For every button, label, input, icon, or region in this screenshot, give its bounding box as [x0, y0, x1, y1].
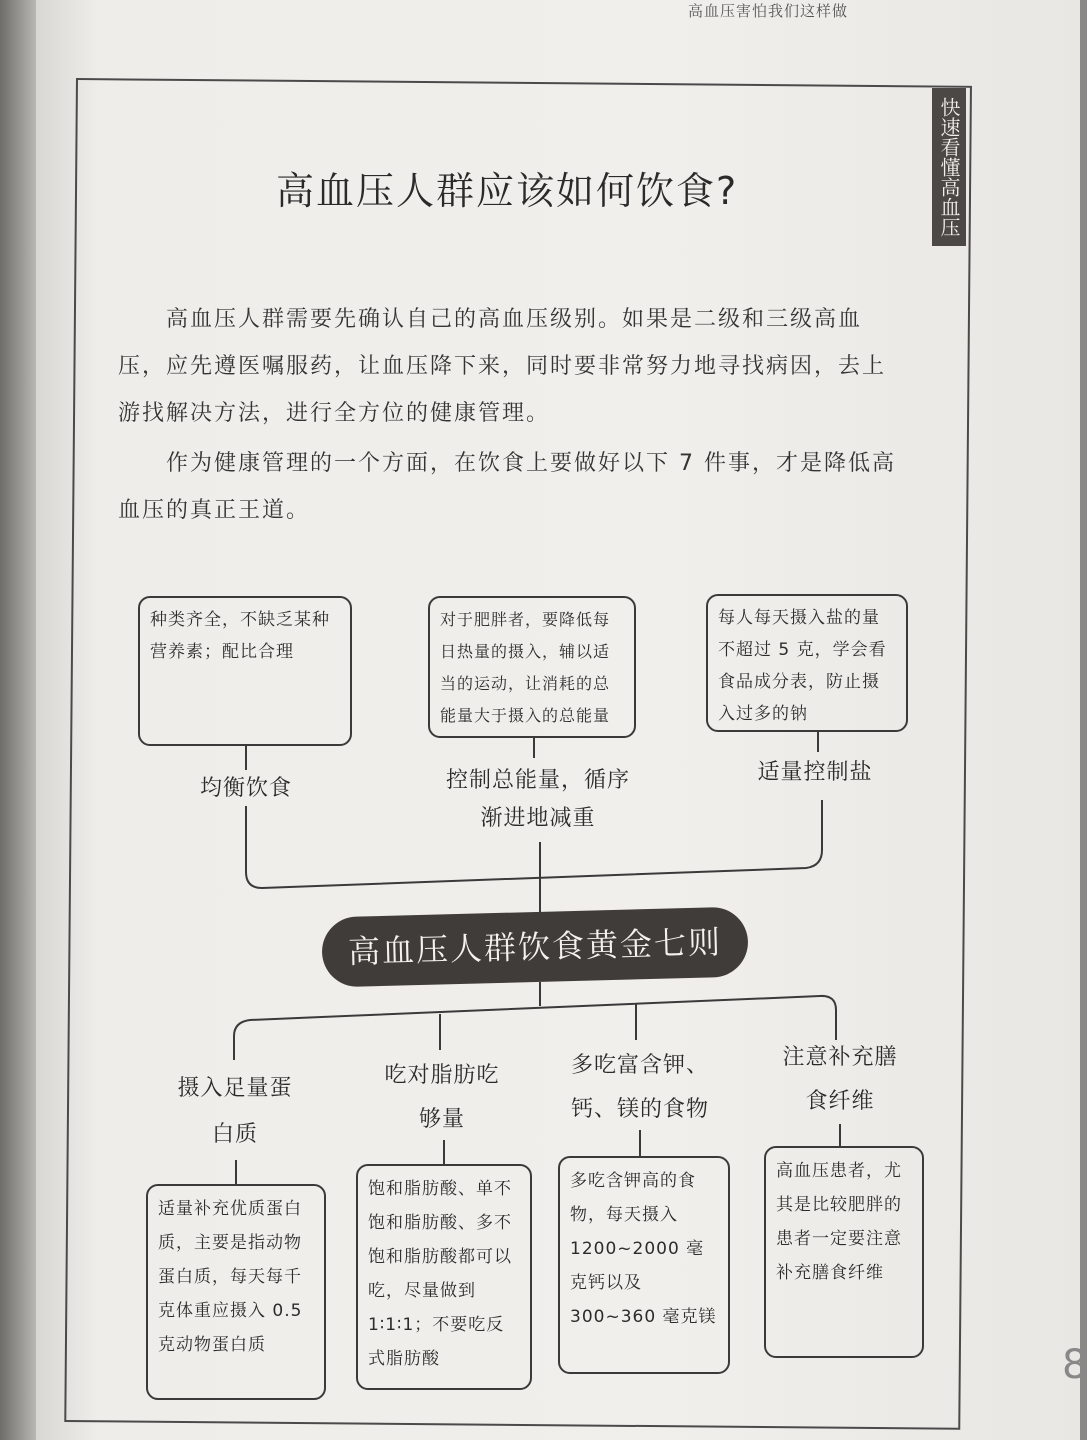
page-number: 8 — [1062, 1342, 1087, 1388]
side-tab: 快速看懂高血压 — [932, 88, 966, 246]
desc-box-control-energy: 对于肥胖者，要降低每日热量的摄入，辅以适当的运动，让消耗的总能量大于摄入的总能量 — [428, 596, 636, 738]
label-control-energy: 控制总能量，循序渐进地减重 — [445, 768, 630, 831]
desc-box-minerals: 多吃含钾高的食物，每天摄入 1200~2000 毫克钙以及 300~360 毫克镁 — [558, 1156, 730, 1374]
paragraph-2: 作为健康管理的一个方面，在饮食上要做好以下 7 件事，才是降低高血压的真正王道。 — [118, 451, 896, 523]
label-control-salt: 适量控制盐 — [757, 760, 873, 785]
label-fiber: 注意补充膳食纤维 — [782, 1045, 898, 1114]
center-title: 高血压人群饮食黄金七则 — [321, 906, 749, 987]
label-protein: 摄入足量蛋白质 — [177, 1076, 293, 1147]
label-balanced-diet: 均衡饮食 — [199, 776, 292, 801]
page-title: 高血压人群应该如何饮食? — [276, 169, 739, 213]
label-minerals: 多吃富含钾、钙、镁的食物 — [570, 1053, 709, 1122]
paragraph-1: 高血压人群需要先确认自己的高血压级别。如果是二级和三级高血压，应先遵医嘱服药，让血压降下来，同时要非常努力地寻找病因，去上游找解决方法，进行全方位的健康管理。 — [118, 307, 887, 426]
desc-box-balanced-diet: 种类齐全，不缺乏某种营养素；配比合理 — [138, 596, 352, 746]
desc-box-protein: 适量补充优质蛋白质，主要是指动物蛋白质，每天每千克体重应摄入 0.5 克动物蛋白质 — [146, 1184, 326, 1400]
desc-box-fat: 饱和脂肪酸、单不饱和脂肪酸、多不饱和脂肪酸都可以吃，尽量做到 1∶1∶1；不要吃反式脂肪酸 — [356, 1164, 532, 1390]
desc-box-fiber: 高血压患者，尤其是比较肥胖的患者一定要注意补充膳食纤维 — [764, 1146, 924, 1358]
running-head: 高血压害怕我们这样做 — [688, 2, 849, 20]
desc-box-control-salt: 每人每天摄入盐的量不超过 5 克，学会看食品成分表，防止摄入过多的钠 — [706, 594, 908, 732]
label-fat: 吃对脂肪吃够量 — [384, 1063, 500, 1132]
